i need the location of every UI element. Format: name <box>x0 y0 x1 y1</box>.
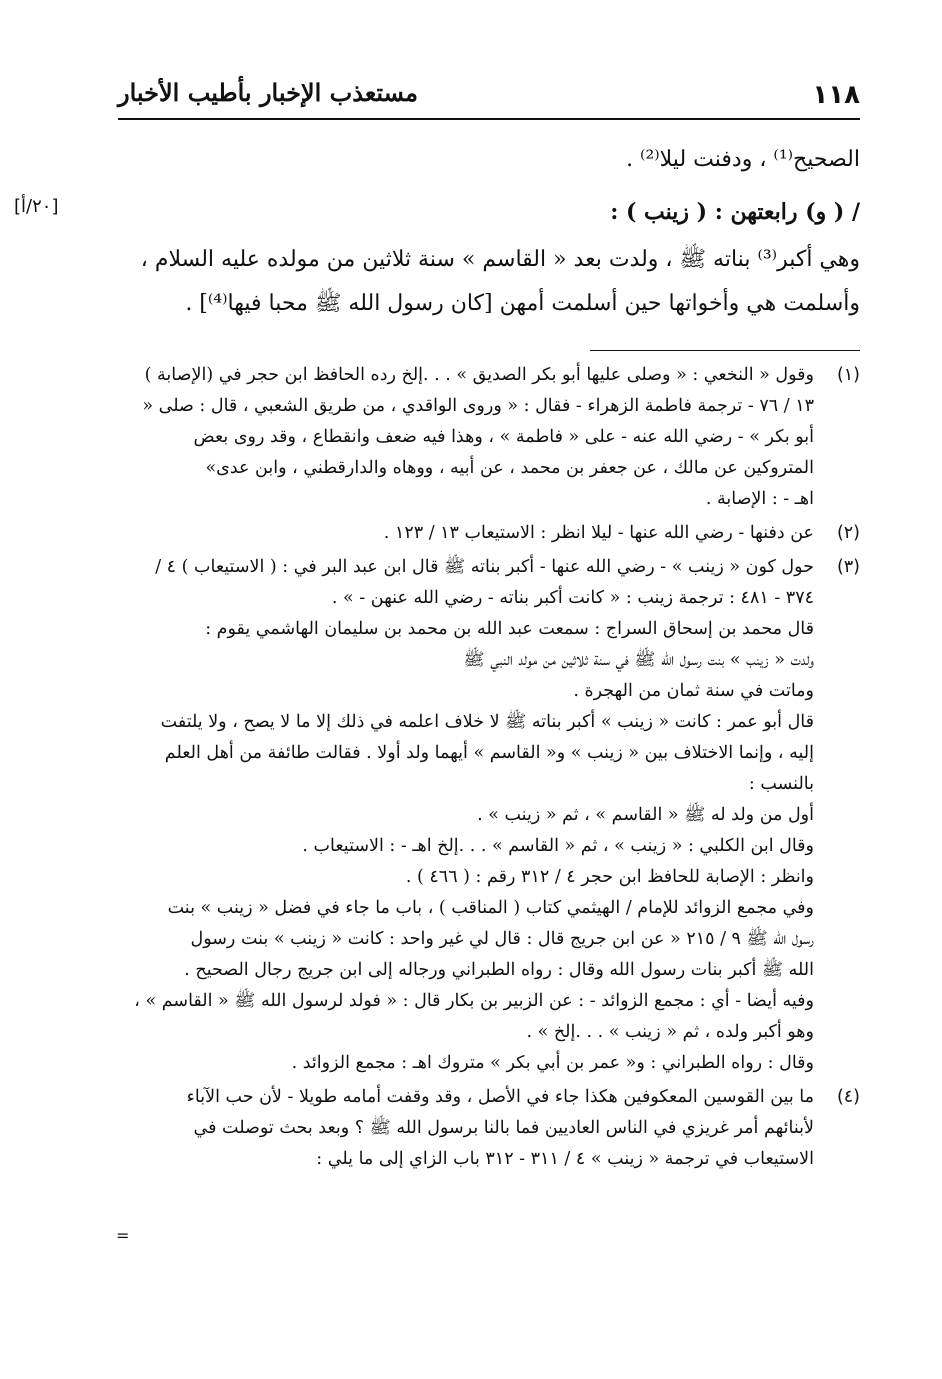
footnote-line: وماتت في سنة ثمان من الهجرة . <box>573 681 814 701</box>
footnote-line: الله ﷺ أكبر بنات رسول الله وقال : رواه الطبراني ورجاله إلى ابن جريج رجال الصحيح . <box>184 960 814 980</box>
footnote-line: ولدت « زينب » بنت رسول الله ﷺ في سنة ثلاثين من مولد النبي ﷺ <box>463 650 814 670</box>
footnote-number: (٢) <box>836 523 860 543</box>
footnote-line: رسول الله ﷺ ٩ / ٢١٥ « عن ابن جريج قال : قال لي غير واحد : كانت « زينب » بنت رسول <box>190 929 814 949</box>
footnote-line: الاستيعاب في ترجمة « زينب » ٤ / ٣١١ - ٣١٢ باب الزاي إلى ما يلي : <box>316 1149 814 1169</box>
margin-folio-ref: [٢٠/أ] <box>14 196 59 217</box>
footnote-line: وقال ابن الكلبي : « زينب » ، ثم « القاسم » . . .إلخ اهـ - : الاستيعاب . <box>302 836 814 856</box>
footnote-line: وانظر : الإصابة للحافظ ابن حجر ٤ / ٣١٢ رقم : ( ٤٦٦ ) . <box>405 867 814 887</box>
footnote-line: أول من ولد له ﷺ « القاسم » ، ثم « زينب » . <box>477 805 814 825</box>
footnote-line: اهـ - : الإصابة . <box>705 489 814 509</box>
main-line: الصحيح⁽¹⁾ ، ودفنت ليلا⁽²⁾ . <box>626 147 860 172</box>
footnote-number: (٣) <box>836 557 860 577</box>
main-paragraph <box>118 238 860 326</box>
footnote-line: وقال : رواه الطبراني : و« عمر بن أبي بكر » متروك اهـ : مجمع الزوائد . <box>291 1053 814 1073</box>
footnote-line: قال أبو عمر : كانت « زينب » أكبر بناته ﷺ لا خلاف اعلمه في ذلك إلا ما لا يصح ، ولا يلتفت <box>160 712 814 732</box>
footnote-line: حول كون « زينب » - رضي الله عنها - أكبر بناته ﷺ قال ابن عبد البر في : ( الاستيعاب ) ٤ / <box>155 557 814 577</box>
footnote-separator <box>590 350 860 351</box>
section-heading <box>118 190 860 234</box>
footnote-line: المتروكين عن مالك ، عن جعفر بن محمد ، عن أبيه ، ووهاه والدارقطني ، وابن عدى» <box>205 458 814 478</box>
footnote-line: أبو بكر » - رضي الله عنه - على « فاطمة » ، وهذا فيه ضعف وانقطاع ، وقد روى بعض <box>193 427 814 447</box>
running-title: مستعذب الإخبار بأطيب الأخبار <box>118 78 418 107</box>
main-line: وهي أكبر⁽³⁾ بناته ﷺ ، ولدت بعد « القاسم » سنة ثلاثين من مولده عليه السلام ، <box>140 247 860 272</box>
main-line: وأسلمت هي وأخواتها حين أسلمت أمهن [كان رسول الله ﷺ محبا فيها⁽⁴⁾] . <box>185 291 860 316</box>
footnotes <box>110 360 860 1175</box>
footnote-line: وقول « النخعي : « وصلى عليها أبو بكر الصديق » . . .إلخ رده الحافظ ابن حجر في (الإصابة ) <box>144 365 814 385</box>
page-header <box>118 78 860 112</box>
footnote-1 <box>110 360 860 515</box>
footnote-line: إليه ، وإنما الاختلاف بين « زينب » و« القاسم » أيهما ولد أولا . فقالت طائفة من أهل العلم <box>164 743 814 763</box>
footnote-number: (٤) <box>836 1087 860 1107</box>
page-number: ١١٨ <box>812 80 860 110</box>
footnote-number: (١) <box>836 365 860 385</box>
continuation-mark: = <box>116 1226 130 1245</box>
footnote-line: ما بين القوسين المعكوفين هكذا جاء في الأصل ، وقد وقفت أمامه طويلا - لأن حب الآباء <box>186 1087 814 1107</box>
heading-text: / ( و) رابعتهن : ( زينب ) : <box>610 199 860 225</box>
footnote-line: عن دفنها - رضي الله عنها - ليلا انظر : الاستيعاب ١٣ / ١٢٣ . <box>383 523 814 543</box>
footnote-line: وفي مجمع الزوائد للإمام / الهيثمي كتاب ( المناقب ) ، باب ما جاء في فضل « زينب » بنت <box>167 898 814 918</box>
footnote-line: بالنسب : <box>748 774 814 794</box>
main-text-line-1 <box>118 138 860 182</box>
footnote-2 <box>110 518 860 549</box>
footnote-line: لأبنائهم أمر غريزي في الناس العاديين فما بالنا برسول الله ﷺ ؟ وبعد بحث توصلت في <box>193 1118 814 1138</box>
header-rule <box>118 118 860 120</box>
footnote-line: ٣٧٤ - ٤٨١ : ترجمة زينب : « كانت أكبر بناته - رضي الله عنهن - » . <box>331 588 814 608</box>
footnote-3 <box>110 552 860 1079</box>
footnote-line: ١٣ / ٧٦ - ترجمة فاطمة الزهراء - فقال : « وروى الواقدي ، من طريق الشعبي ، قال : صلى « <box>142 396 814 416</box>
footnote-line: وفيه أيضا - أي : مجمع الزوائد - : عن الزبير بن بكار قال : « فولد لرسول الله ﷺ « القاسم » ، <box>134 991 814 1011</box>
footnote-line: قال محمد بن إسحاق السراج : سمعت عبد الله بن محمد بن سليمان الهاشمي يقوم : <box>205 619 814 639</box>
footnote-4 <box>110 1082 860 1175</box>
footnote-line: وهو أكبر ولده ، ثم « زينب » . . .إلخ » . <box>526 1022 814 1042</box>
